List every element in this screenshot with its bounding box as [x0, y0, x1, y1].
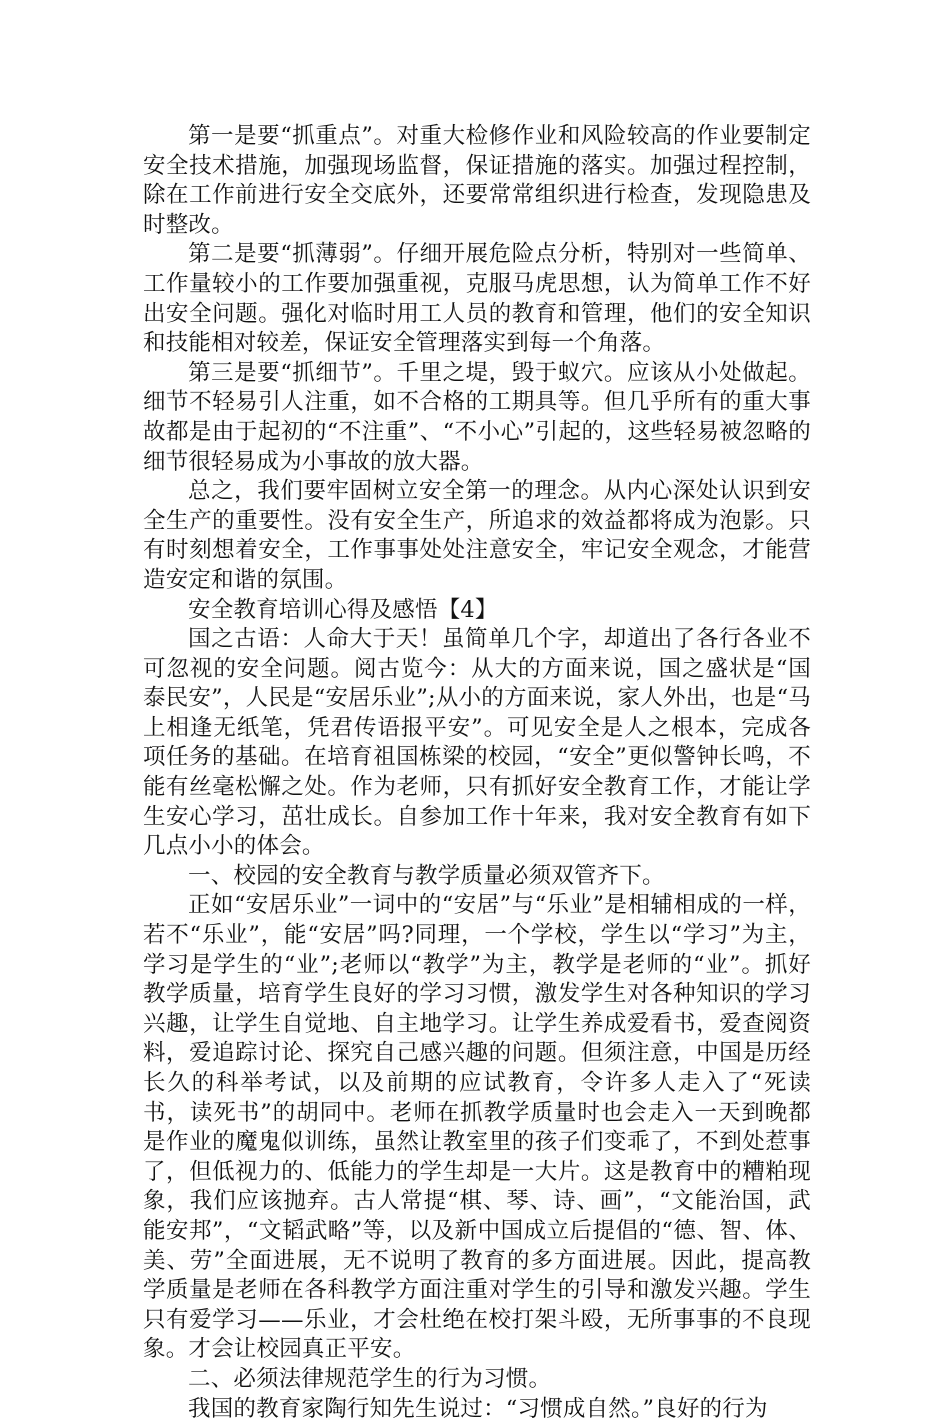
paragraph-key-points: 第一是要“抓重点”。对重大检修作业和风险较高的作业要制定安全技术措施，加强现场监督，保证措施的落实。加强过程控制，除在工作前进行安全交底外，还要常常组织进行检查，发现隐患及时整改。: [143, 123, 811, 238]
paragraph-intro: 国之古语：人命大于天！虽简单几个字，却道出了各行各业不可忽视的安全问题。阅古览今：从大的方面来说，国之盛状是“国泰民安”，人民是“安居乐业”;从小的方面来说，家人外出，也是“马上相逢无纸笔，凭君传语报平安”。可见安全是人之根本，完成各项任务的基础。在培育祖国栋梁的校园，“安全”更似警钟长鸣，不能有丝毫松懈之处。作为老师，只有抓好安全教育工作，才能让学生安心学习，茁壮成长。自参加工作十年来，我对安全教育有如下几点小小的体会。: [143, 626, 811, 860]
section-heading: 安全教育培训心得及感悟【4】: [188, 596, 498, 623]
document-page: [143, 122, 811, 1424]
paragraph-weak-points: 第二是要“抓薄弱”。仔细开展危险点分析，特别对一些简单、工作量较小的工作要加强重视，克服马虎思想，认为简单工作不好出安全问题。强化对临时用工人员的教育和管理，他们的安全知识和技能相对较差，保证安全管理落实到每一个角落。: [143, 241, 811, 357]
point-one-heading: 一、校园的安全教育与教学质量必须双管齐下。: [188, 862, 665, 889]
point-two-heading: 二、必须法律规范学生的行为习惯。: [188, 1365, 552, 1392]
paragraph-details: 第三是要“抓细节”。千里之堤，毁于蚁穴。应该从小处做起。细节不轻易引人注重，如不合格的工期具等。但几乎所有的重大事故都是由于起初的“不注重”、“不小心”引起的，这些轻易被忽略的细节很轻易成为小事故的放大器。: [143, 359, 811, 475]
paragraph-summary: 总之，我们要牢固树立安全第一的理念。从内心深处认识到安全生产的重要性。没有安全生产，所追求的效益都将成为泡影。只有时刻想着安全，工作事事处处注意安全，牢记安全观念，才能营造安定和谐的氛围。: [143, 478, 811, 593]
paragraph-teaching-quality: 正如“安居乐业”一词中的“安居”与“乐业”是相辅相成的一样，若不“乐业”，能“安居”吗?同理，一个学校，学生以“学习”为主，学习是学生的“业”;老师以“教学”为主，教学是老师的“业”。抓好教学质量，培育学生良好的学习习惯，激发学生对各种知识的学习兴趣，让学生自觉地、自主地学习。让学生养成爱看书，爱查阅资料，爱追踪讨论、探究自己感兴趣的问题。但须注意，中国是历经长久的科举考试，以及前期的应试教育，令许多人走入了“死读书，读死书”的胡同中。老师在抓教学质量时也会走入一天到晚都是作业的魔鬼似训练，虽然让教室里的孩子们变乖了，不到处惹事了，但低视力的、低能力的学生却是一大片。这是教育中的糟粕现象，我们应该抛弃。古人常提“棋、琴、诗、画”，“文能治国，武能安邦”，“文韬武略”等，以及新中国成立后提倡的“德、智、体、美、劳”全面进展，无不说明了教育的多方面进展。因此，提高教学质量是老师在各科教学方面注重对学生的引导和激发兴趣。学生只有爱学习——乐业，才会杜绝在校打架斗殴，无所事事的不良现象。才会让校园真正平安。: [143, 892, 811, 1363]
paragraph-habits: 我国的教育家陶行知先生说过：“习惯成自然。”良好的行为: [188, 1395, 768, 1422]
